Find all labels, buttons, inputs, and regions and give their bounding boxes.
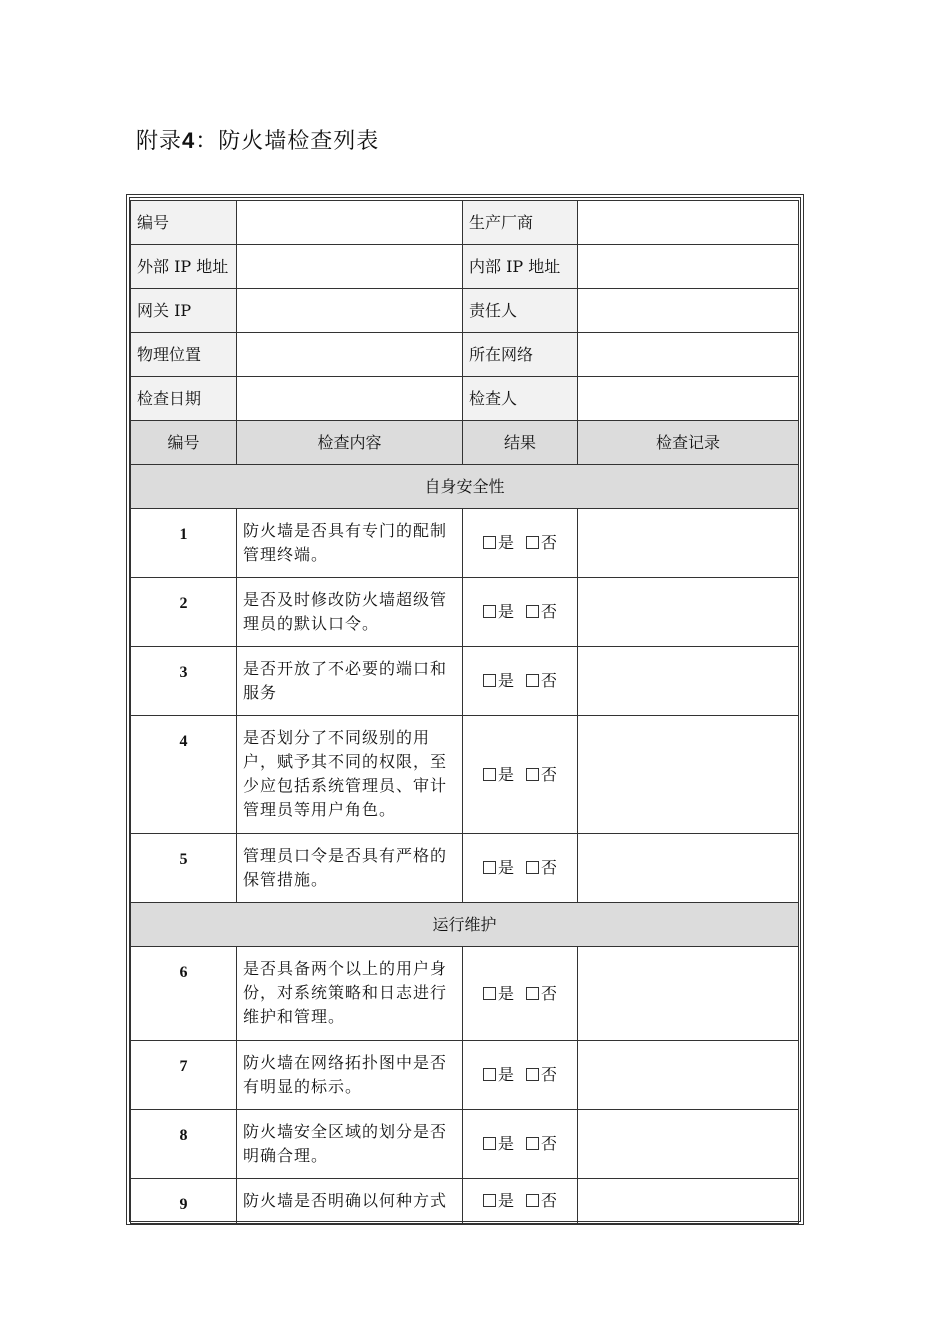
result-cell: [463, 509, 578, 578]
item-content: 防火墙安全区域的划分是否明确合理。: [237, 1110, 463, 1179]
result-cell: [463, 716, 578, 834]
table-row: [131, 1179, 799, 1224]
item-content: 是否及时修改防火墙超级管理员的默认口令。: [237, 578, 463, 647]
info-label: 编号: [131, 201, 237, 245]
result-cell: [463, 1041, 578, 1110]
table-row: [131, 578, 799, 647]
column-header-result: 结果: [463, 421, 578, 465]
page-title: [136, 124, 379, 155]
check-record-field[interactable]: [578, 834, 799, 903]
check-record-field[interactable]: [578, 1041, 799, 1110]
no-checkbox[interactable]: [526, 1068, 539, 1081]
no-label: 否: [541, 1191, 558, 1210]
no-checkbox[interactable]: [526, 1194, 539, 1207]
no-option[interactable]: [526, 984, 557, 1003]
info-label: 责任人: [463, 289, 578, 333]
no-option[interactable]: [526, 765, 557, 784]
check-record-field[interactable]: [578, 947, 799, 1041]
info-label: 外部 IP 地址: [131, 245, 237, 289]
yes-label: 是: [497, 983, 514, 1003]
yes-label: 是: [497, 533, 514, 552]
yes-option[interactable]: [483, 671, 514, 690]
result-cell: [463, 834, 578, 903]
item-content: 管理员口令是否具有严格的保管措施。: [237, 834, 463, 903]
no-label: 否: [541, 671, 558, 690]
info-value-field[interactable]: [237, 333, 463, 377]
item-content: 是否开放了不必要的端口和服务: [237, 647, 463, 716]
no-label: 否: [541, 533, 558, 552]
table-row: [131, 647, 799, 716]
info-row: [131, 201, 799, 245]
item-content: 防火墙是否具有专门的配制管理终端。: [237, 509, 463, 578]
no-label: 否: [541, 1134, 558, 1153]
item-number: 7: [131, 1041, 237, 1110]
yes-option[interactable]: [483, 1191, 514, 1210]
no-checkbox[interactable]: [526, 605, 539, 618]
yes-option[interactable]: [483, 1065, 514, 1084]
info-value-field[interactable]: [578, 245, 799, 289]
item-content: 防火墙是否明确以何种方式: [237, 1179, 463, 1224]
no-option[interactable]: [526, 1191, 557, 1210]
info-value-field[interactable]: [237, 377, 463, 421]
no-option[interactable]: [526, 1065, 557, 1084]
no-label: 否: [541, 602, 558, 621]
no-checkbox[interactable]: [526, 1137, 539, 1150]
header-row: [131, 421, 799, 465]
info-label: 检查人: [463, 377, 578, 421]
yes-label: 是: [497, 1191, 514, 1210]
table-row: [131, 1110, 799, 1179]
info-row: [131, 289, 799, 333]
no-option[interactable]: [526, 1134, 557, 1153]
info-value-field[interactable]: [578, 333, 799, 377]
result-cell: [463, 947, 578, 1041]
item-number: 1: [131, 509, 237, 578]
result-cell: [463, 1179, 578, 1224]
yes-checkbox[interactable]: [483, 605, 496, 618]
no-option[interactable]: [526, 602, 557, 621]
title-number: 4: [182, 128, 196, 153]
no-label: 否: [541, 764, 558, 784]
yes-label: 是: [497, 1065, 514, 1084]
title-suffix: ：防火墙检查列表: [195, 129, 380, 154]
check-record-field[interactable]: [578, 647, 799, 716]
info-row: [131, 245, 799, 289]
item-content: 防火墙在网络拓扑图中是否有明显的标示。: [237, 1041, 463, 1110]
yes-label: 是: [497, 1134, 514, 1153]
info-value-field[interactable]: [578, 289, 799, 333]
table-row: [131, 834, 799, 903]
info-row: [131, 377, 799, 421]
check-record-field[interactable]: [578, 1110, 799, 1179]
info-label: 内部 IP 地址: [463, 245, 578, 289]
table-row: [131, 716, 799, 834]
yes-checkbox[interactable]: [483, 674, 496, 687]
no-checkbox[interactable]: [526, 536, 539, 549]
info-value-field[interactable]: [578, 201, 799, 245]
no-option[interactable]: [526, 671, 557, 690]
yes-option[interactable]: [483, 602, 514, 621]
yes-label: 是: [497, 858, 514, 877]
yes-checkbox[interactable]: [483, 1194, 496, 1207]
no-label: 否: [541, 983, 558, 1003]
table-row: [131, 947, 799, 1041]
item-number: 3: [131, 647, 237, 716]
table-row: [131, 509, 799, 578]
result-cell: [463, 647, 578, 716]
yes-checkbox[interactable]: [483, 1068, 496, 1081]
no-option[interactable]: [526, 858, 557, 877]
info-value-field[interactable]: [237, 289, 463, 333]
yes-label: 是: [497, 764, 514, 784]
yes-checkbox[interactable]: [483, 987, 496, 1000]
no-checkbox[interactable]: [526, 861, 539, 874]
title-prefix: 附录: [136, 129, 183, 154]
check-record-field[interactable]: [578, 1179, 799, 1224]
checklist-table: [130, 200, 799, 1224]
info-row: [131, 333, 799, 377]
info-label: 物理位置: [131, 333, 237, 377]
info-label: 网关 IP: [131, 289, 237, 333]
no-label: 否: [541, 858, 558, 877]
section-row: [131, 465, 799, 509]
info-value-field[interactable]: [237, 201, 463, 245]
item-content: 是否划分了不同级别的用户，赋予其不同的权限，至少应包括系统管理员、审计管理员等用户角色。: [237, 716, 463, 834]
yes-label: 是: [497, 602, 514, 621]
section-title: 运行维护: [131, 903, 799, 947]
yes-option[interactable]: [483, 984, 514, 1003]
result-cell: [463, 578, 578, 647]
item-number: 2: [131, 578, 237, 647]
info-label: 生产厂商: [463, 201, 578, 245]
item-number: 6: [131, 947, 237, 1041]
yes-option[interactable]: [483, 765, 514, 784]
yes-checkbox[interactable]: [483, 768, 496, 781]
column-header-content: 检查内容: [237, 421, 463, 465]
item-number: 4: [131, 716, 237, 834]
table-row: [131, 1041, 799, 1110]
column-header-record: 检查记录: [578, 421, 799, 465]
result-cell: [463, 1110, 578, 1179]
column-header-num: 编号: [131, 421, 237, 465]
item-content: 是否具备两个以上的用户身份，对系统策略和日志进行维护和管理。: [237, 947, 463, 1041]
yes-option[interactable]: [483, 1134, 514, 1153]
no-label: 否: [541, 1065, 558, 1084]
no-checkbox[interactable]: [526, 768, 539, 781]
yes-option[interactable]: [483, 533, 514, 552]
info-value-field[interactable]: [578, 377, 799, 421]
section-title: 自身安全性: [131, 465, 799, 509]
yes-option[interactable]: [483, 858, 514, 877]
info-value-field[interactable]: [237, 245, 463, 289]
no-checkbox[interactable]: [526, 674, 539, 687]
check-record-field[interactable]: [578, 716, 799, 834]
section-row: [131, 903, 799, 947]
no-option[interactable]: [526, 533, 557, 552]
yes-label: 是: [497, 671, 514, 690]
item-number: 5: [131, 834, 237, 903]
item-number: 9: [131, 1179, 237, 1224]
yes-checkbox[interactable]: [483, 861, 496, 874]
item-number: 8: [131, 1110, 237, 1179]
yes-checkbox[interactable]: [483, 1137, 496, 1150]
check-record-field[interactable]: [578, 509, 799, 578]
info-label: 所在网络: [463, 333, 578, 377]
info-label: 检查日期: [131, 377, 237, 421]
check-record-field[interactable]: [578, 578, 799, 647]
no-checkbox[interactable]: [526, 987, 539, 1000]
yes-checkbox[interactable]: [483, 536, 496, 549]
